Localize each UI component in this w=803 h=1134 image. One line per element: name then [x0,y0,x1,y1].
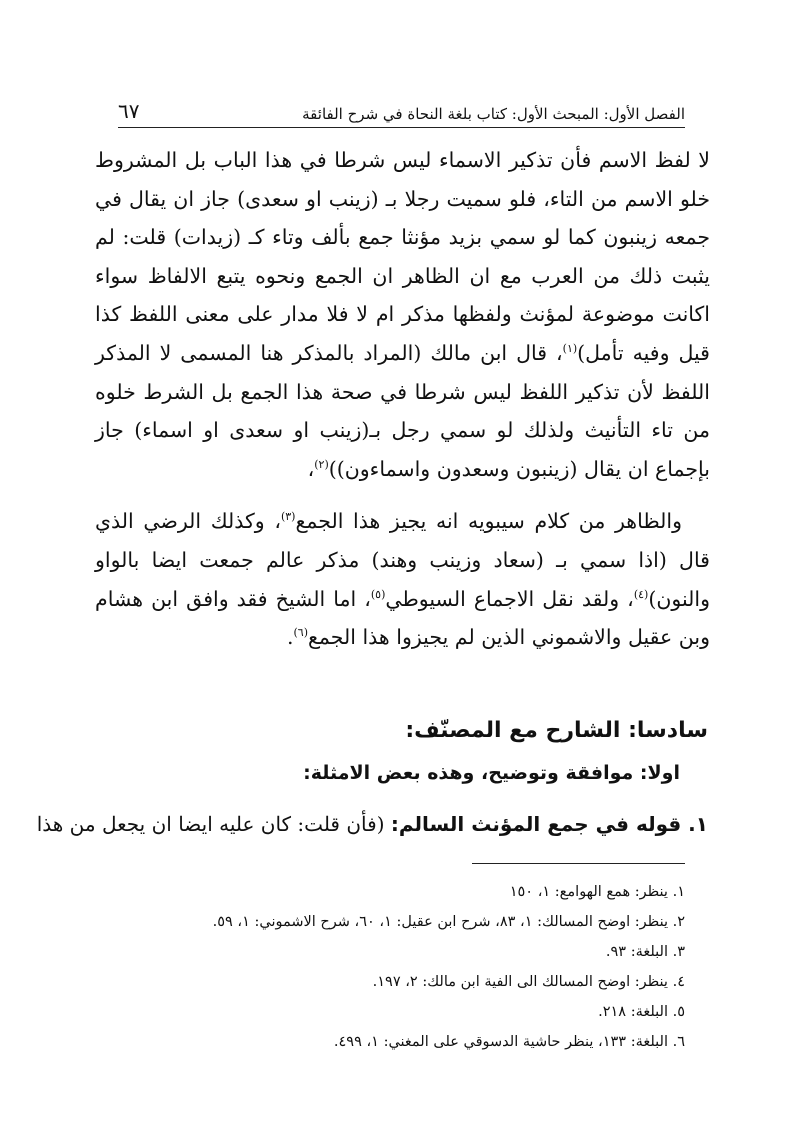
footnotes [95,877,685,1057]
sub-heading: اولا: موافقة وتوضيح، وهذه بعض الامثلة: [303,762,680,784]
page-header [118,92,685,128]
body-text [95,141,710,657]
section-heading: سادسا: الشارح مع المصنّف: [405,718,708,743]
paragraph-text: لا لفظ الاسم فأن تذكير الاسماء ليس شرطا في هذا الباب بل المشروط خلو الاسم من التاء، فلو سميت رجلا بـ (زينب او سعدى) جاز ان يقال في جمعه زينبون كما لو سمي بزيد مؤنثا جمع بألف وتاء كـ (زيدات) قلت: لم يثبت ذلك من العرب مع ان الظاهر ان الجمع ونحوه يتبع الالفاظ سواء اكانت موضوعة لمؤنث ولفظها مذكر ام لا فلا مدار على معنى اللفظ كذا قيل وفيه تأمل) [95,148,710,365]
paragraph-text: والظاهر من كلام سيبويه انه يجيز هذا الجمع [295,509,682,534]
paragraph-text: ، وكذلك الرضي الذي قال (اذا سمي بـ (سعاد وزينب وهند) مذكر عالم جمعت ايضا بالواو والنون) [95,509,710,611]
footnote-3: ٣. البلغة: ٩٣. [605,944,685,960]
footnote-ref-2: (٢) [314,457,329,471]
footnote-1: ١. ينظر: همع الهوامع: ١، ١٥٠ [509,884,685,900]
footnote-separator [472,863,685,864]
footnote-ref-3: (٣) [280,510,296,524]
paragraph-2 [95,502,710,656]
item-label: ١. قوله في جمع المؤنث السالم: [390,812,708,836]
footnote-ref-1: (١) [562,342,578,356]
paragraph-text: ، قال ابن مالك (المراد بالمذكر هنا المسمى لا المذكر اللفظ لأن تذكير اللفظ ليس شرطا في صحة هذا الجمع بل الشرط خلوه من تاء التأنيث ولذلك لو سمي رجل بـ(زينب او سعدى او اسماء) جاز بإجماع ان يقال (زينبون وسعدون واسماءون)) [95,340,710,481]
footnote-4: ٤. ينظر: اوضح المسالك الى الفية ابن مالك: ٢، ١٩٧. [372,974,685,990]
footnote-6: ٦. البلغة: ١٣٣، ينظر حاشية الدسوقي على المغني: ١، ٤٩٩. [333,1034,685,1050]
paragraph-text: ، [307,456,315,481]
page-number: ٦٧ [118,99,140,123]
list-item [36,812,708,836]
paragraph-text: ، ولقد نقل الاجماع السيوطي [385,586,634,611]
footnote-ref-6: (٦) [293,626,309,640]
paragraph-1 [95,141,710,488]
paragraph-text: . [286,625,294,650]
footnote-ref-4: (٤) [633,587,649,601]
footnote-ref-5: (٥) [370,587,386,601]
item-text: (فأن قلت: كان عليه ايضا ان يجعل من هذا [36,812,391,836]
running-title: الفصل الأول: المبحث الأول: كتاب بلغة النحاة في شرح الفائقة [302,105,685,123]
footnote-5: ٥. البلغة: ٢١٨. [598,1004,685,1020]
footnote-2: ٢. ينظر: اوضح المسالك: ١، ٨٣، شرح ابن عقيل: ١، ٦٠، شرح الاشموني: ١، ٥٩. [212,914,685,930]
paragraph-text: ، اما الشيخ فقد وافق ابن هشام وبن عقيل والاشموني الذين لم يجيزوا هذا الجمع [95,586,710,650]
